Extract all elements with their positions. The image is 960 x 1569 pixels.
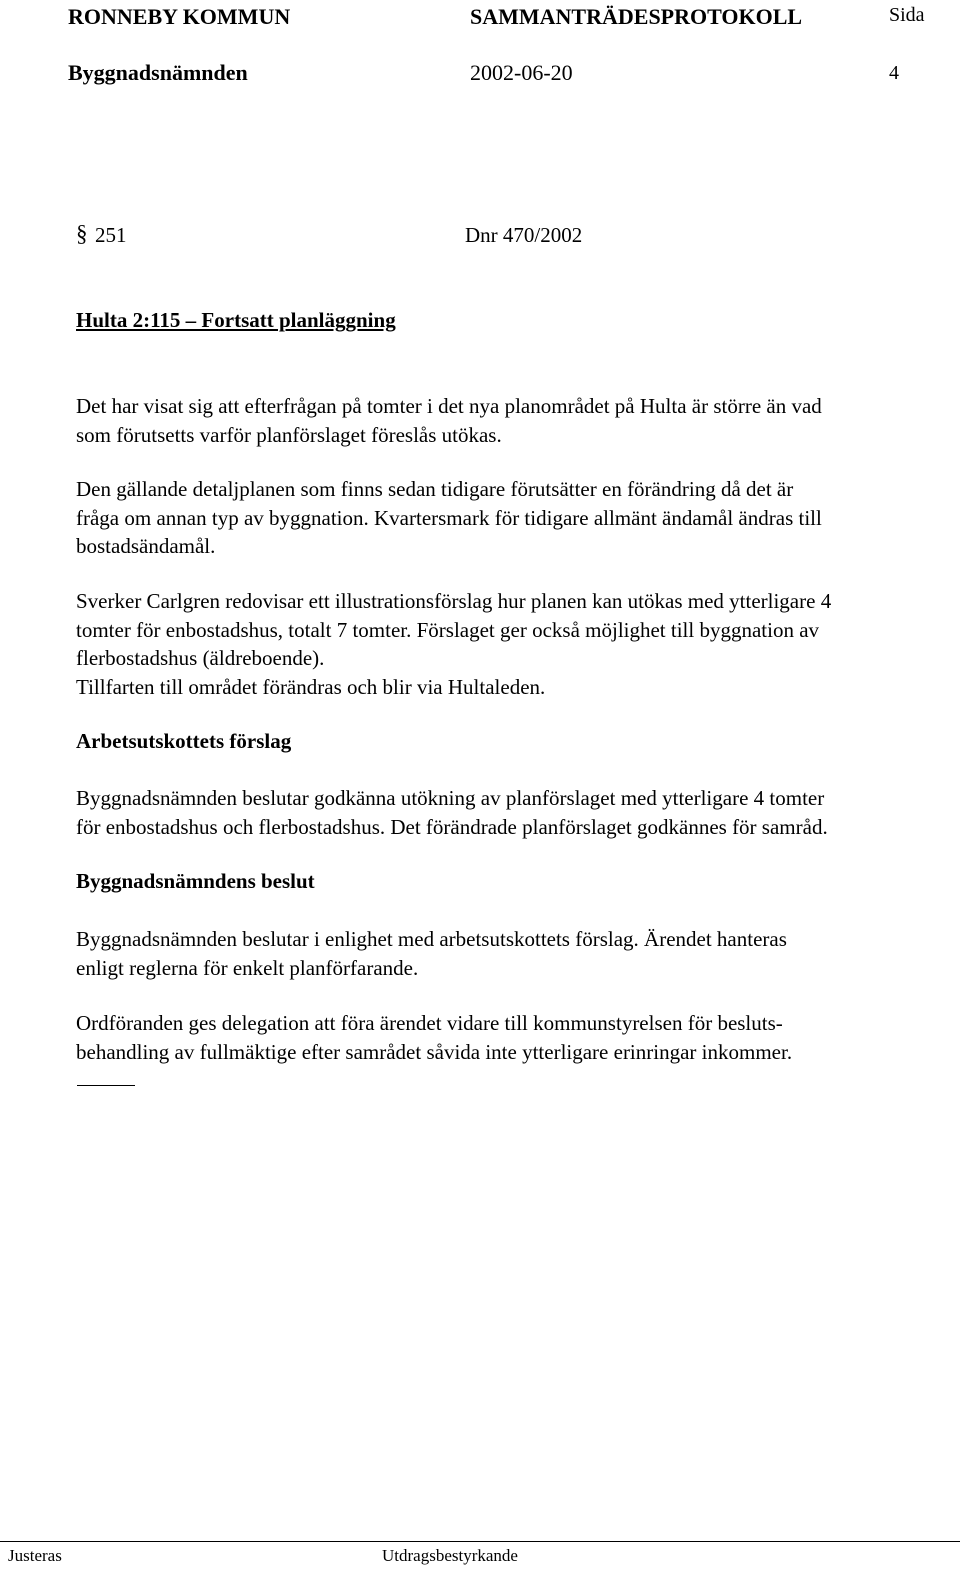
paragraph-line: för enbostadshus och flerbostadshus. Det förändrade planförslaget godkännes för samråd.: [76, 814, 828, 839]
paragraph-line: Byggnadsnämnden beslutar godkänna utökning av planförslaget med ytterligare 4 tomter: [76, 786, 825, 810]
item-number: 251: [95, 223, 127, 247]
paragraph-line: som förutsetts varför planförslaget föreslås utökas.: [76, 422, 502, 447]
paragraph-line: Ordföranden ges delegation att föra ärendet vidare till kommunstyrelsen för besluts-: [76, 1011, 783, 1035]
end-of-item-rule: [77, 1085, 135, 1086]
paragraph-line: Tillfarten till området förändras och blir via Hultaleden.: [76, 674, 546, 699]
paragraph-line: flerbostadshus (äldreboende).: [76, 646, 325, 670]
section-symbol: §: [76, 221, 88, 246]
paragraph-2: [76, 475, 956, 561]
paragraph-line: Det har visat sig att efterfrågan på tomter i det nya planområdet på Hulta är större än vad: [76, 394, 822, 418]
page-label: Sida: [889, 4, 925, 26]
proposal-heading: Arbetsutskottets förslag: [76, 729, 292, 753]
dnr-reference: Dnr 470/2002: [465, 223, 583, 247]
document-type: SAMMANTRÄDESPROTOKOLL: [470, 4, 803, 29]
paragraph-line: tomter för enbostadshus, totalt 7 tomter. Förslaget ger också möjlighet till byggnation av: [76, 617, 820, 642]
paragraph-line: enligt reglerna för enkelt planförfarande.: [76, 955, 419, 980]
paragraph-5: [76, 925, 956, 982]
certification-label: Utdragsbestyrkande: [382, 1546, 518, 1565]
committee-name: Byggnadsnämnden: [68, 60, 248, 85]
paragraph-line: Sverker Carlgren redovisar ett illustrationsförslag hur planen kan utökas med ytterligare 4: [76, 589, 832, 613]
decision-heading: Byggnadsnämndens beslut: [76, 869, 315, 893]
paragraph-line: Den gällande detaljplanen som finns sedan tidigare förutsätter en förändring då det är: [76, 477, 794, 501]
paragraph-line: fråga om annan typ av byggnation. Kvartersmark för tidigare allmänt ändamål ändras till: [76, 505, 822, 530]
footer-divider: [0, 1541, 960, 1542]
paragraph-line: bostadsändamål.: [76, 534, 216, 558]
paragraph-1: [76, 392, 956, 449]
page-number: 4: [889, 62, 899, 84]
paragraph-6: [76, 1009, 956, 1066]
paragraph-3: [76, 587, 956, 701]
meeting-date: 2002-06-20: [470, 60, 573, 85]
municipality-name: RONNEBY KOMMUN: [68, 4, 291, 29]
item-title: Hulta 2:115 – Fortsatt planläggning: [76, 308, 396, 332]
paragraph-line: Byggnadsnämnden beslutar i enlighet med arbetsutskottets förslag. Ärendet hanteras: [76, 927, 787, 951]
adjusted-label: Justeras: [8, 1546, 62, 1565]
paragraph-line: behandling av fullmäktige efter samrådet såvida inte ytterligare erinringar inkommer.: [76, 1039, 793, 1064]
paragraph-4: [76, 784, 956, 841]
